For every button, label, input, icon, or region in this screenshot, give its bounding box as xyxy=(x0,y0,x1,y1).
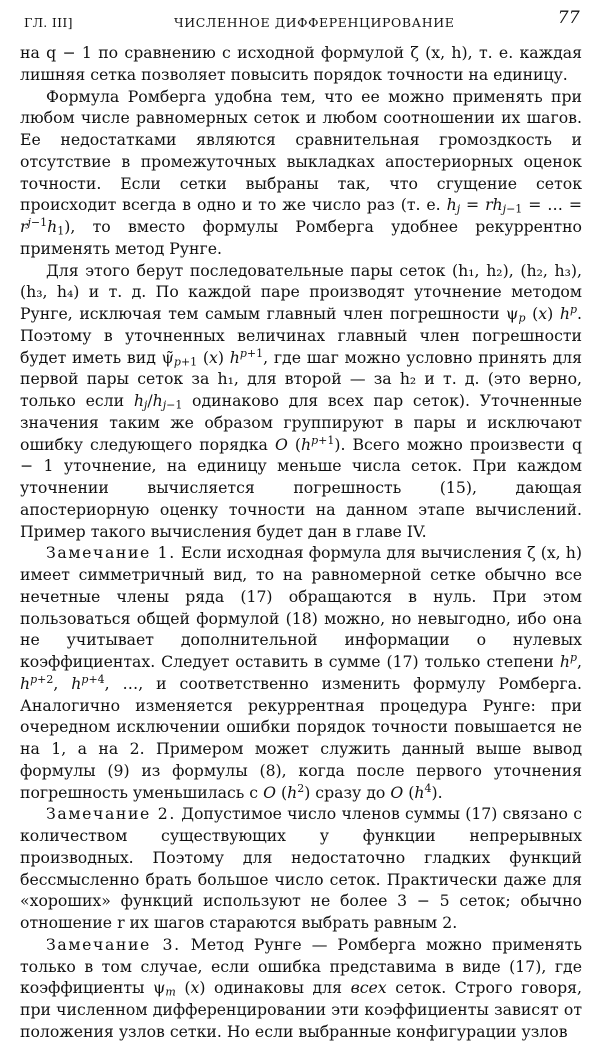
remark-1-title: Замечание 1. xyxy=(46,543,176,563)
running-title: ЧИСЛЕННОЕ ДИФФЕРЕНЦИРОВАНИЕ xyxy=(174,15,455,30)
remark-1: Замечание 1. Если исходная формула для вычисления ζ (x, h) имеет симметричный вид, то на равномерной сетке обычно все нечетные члены ряда (17) обращаются в нуль. При этом пользоваться общей формулой (18) можно, но невыгодно, ибо она не учитывает дополнительной информации о нулевых коэффициентах. Следует оставить в сумме (17) только степени $h^p$, $h^{p+2}$, $h^{p+4}$, …, и соответственно изменить формулу Ромберга. Аналогично изменяется рекуррентная процедура Рунге: при очередном исключении ошибки порядок точности повышается не на 1, а на 2. Примером может служить данный выше вывод формулы (9) из формулы (8), когда после первого уточнения погрешность уменьшилась с O $(h^2)$ сразу до O $(h^4)$. xyxy=(20,543,583,802)
remark-2-title: Замечание 2. xyxy=(46,804,176,824)
remark-2: Замечание 2. Допустимое число членов суммы (17) связано с количеством существующих у функции непрерывных производных. Поэтому для недостаточно гладких функций бессмысленно брать большое число сеток. Практически даже для «хороших» функций используют не более 3 − 5 сеток; обычно отношение r их шагов стараются выбрать равным 2. xyxy=(20,804,582,932)
paragraph-romberg-properties: Формула Ромберга удобна тем, что ее можно применять при любом числе равномерных сеток и любом соотношении их шагов. Ее недостатками являются сравнительная громоздкость и отсутствие в промежуточных выкладках апостериорных оценок точности. Если сетки выбраны так, что сгущение сеток происходит всегда в одно и то же число раз (т. е. $h_j = rh_{j-1}$ = … = $r^{j-1}h_1$), то вместо формулы Ромберга удобнее рекуррентно применять метод Рунге. xyxy=(20,86,582,258)
remark-3-title: Замечание 3. xyxy=(46,934,181,954)
page-body xyxy=(20,42,582,1043)
running-header xyxy=(24,8,580,34)
page-number: 77 xyxy=(557,8,580,28)
remark-3: Замечание 3. Метод Рунге — Ромберга можно применять только в том случае, если ошибка представима в виде (17), где коэффициенты $\psi_m$ (x) одинаковы для всех сеток. Строго говоря, при численном дифференцировании эти коэффициенты зависят от положения узлов сетки. Но если выбранные конфигурации узлов xyxy=(20,934,583,1041)
paragraph-continuation: на q − 1 по сравнению с исходной формулой ζ (x, h), т. е. каждая лишняя сетка позволяет повысить порядок точности на единицу. xyxy=(20,43,582,84)
chapter-label: ГЛ. III] xyxy=(24,15,73,30)
paragraph-runge-recurrent: Для этого берут последовательные пары сеток (h₁, h₂), (h₂, h₃), (h₃, h₄) и т. д. По каждой паре производят уточнение методом Рунге, исключая тем самым главный член погрешности $\psi_p$ (x) $h^p$. Поэтому в уточненных величинах главный член погрешности будет иметь вид $\psĩ_{p+1}$ (x) $h^{p+1}$, где шаг можно условно принять для первой пары сеток за h₁, для второй — за h₂ и т. д. (это верно, только если $h_j/h_{j-1}$ одинаково для всех пар сеток). Уточненные значения таким же образом группируют в пары и исключают ошибку следующего порядка O $(h^{p+1})$. Всего можно произвести q − 1 уточнение, на единицу меньше числа сеток. При каждом уточнении вычисляется погрешность (15), дающая апостериорную оценку точности на данном этапе вычислений. Пример такого вычисления будет дан в главе IV. xyxy=(20,260,583,541)
